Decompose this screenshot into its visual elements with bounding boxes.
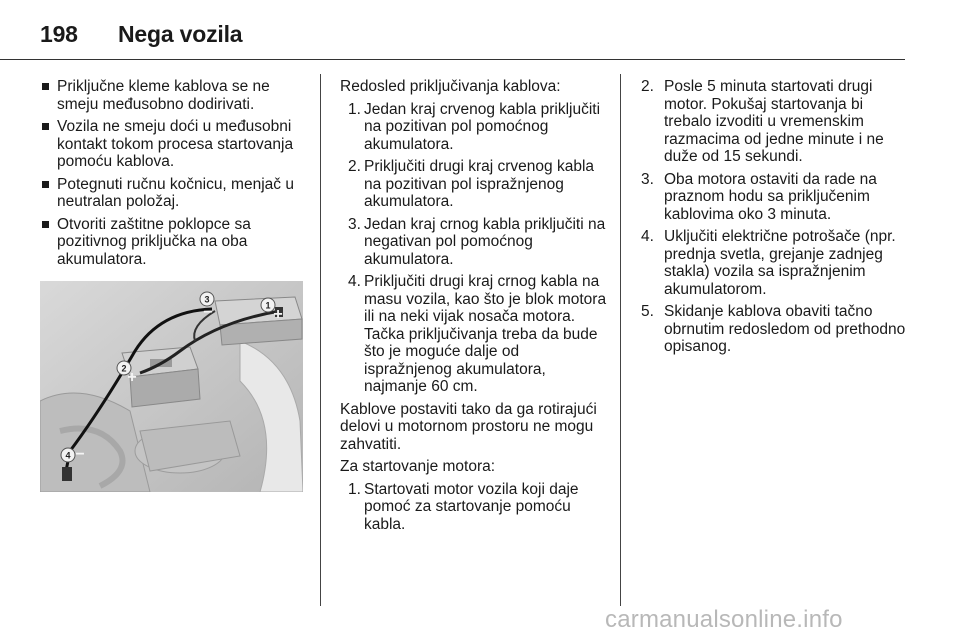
item-number: 1. [348, 480, 361, 498]
item-text: Uključiti električne potrošače (npr. prednja svetla, grejanje zadnjeg stakla) vozila sa ispražnjenim akumulatorom. [664, 228, 896, 298]
list-item [640, 171, 910, 224]
item-number: 4. [348, 273, 361, 290]
item-text: Posle 5 minuta startovati drugi motor. Pokušaj startovanja bi trebalo izvoditi u vremenskim razmacima od jedne minute i ne duže od 15 sekundi. [664, 78, 884, 165]
header-rule [0, 59, 905, 60]
item-text: Skidanje kablova obaviti tačno obrnutim redosledom od prethodno opisanog. [664, 303, 906, 355]
item-text: Jedan kraj crvenog kabla priključiti na pozitivan pol pomoćnog akumulatora. [364, 100, 601, 153]
list-item [340, 101, 608, 154]
item-text: Oba motora ostaviti da rade na praznom hodu sa priključenim kablovima oko 3 minuta. [664, 170, 877, 223]
column-divider-1 [320, 74, 321, 606]
item-number: 5. [641, 303, 654, 320]
column-1 [40, 78, 308, 273]
list-item [340, 481, 608, 534]
bullet-text: Potegnuti ručnu kočnicu, menjač u neutralan položaj. [57, 175, 294, 210]
bullet-square-icon [42, 221, 49, 228]
bullet-square-icon [42, 181, 49, 188]
page-header [40, 14, 242, 54]
plus-sign-2: + [127, 369, 137, 386]
column-3 [640, 78, 910, 361]
bullet-item [40, 176, 308, 211]
column-divider-2 [620, 74, 621, 606]
bullet-square-icon [42, 83, 49, 90]
list-item [340, 273, 608, 396]
callout-3: 3 [204, 294, 210, 305]
callout-2: 2 [121, 363, 127, 374]
bullet-item [40, 216, 308, 269]
list-item [640, 228, 910, 298]
item-text: Startovati motor vozila koji daje pomoć za startovanje pomoću kabla. [364, 480, 579, 533]
watermark: carmanualsonline.info [605, 606, 843, 633]
jump-start-illustration [40, 281, 303, 492]
item-text: Priključiti drugi kraj crnog kabla na masu vozila, kao što je blok motora ili na neki vijak nosača motora. Tačka priključivanja treba da bude što je moguće dalje od ispražnjenog akumulatora, najmanje 60 cm. [364, 273, 607, 395]
bullet-item [40, 78, 308, 113]
start-heading: Za startovanje motora: [340, 458, 496, 475]
item-number: 4. [641, 228, 654, 245]
bullet-text: Vozila ne smeju doći u međusobni kontakt tokom procesa startovanja pomoću kablova. [57, 118, 294, 170]
minus-sign-4: − [75, 446, 85, 463]
minus-sign-3: − [203, 304, 213, 321]
connection-order-intro: Redosled priključivanja kablova: [340, 78, 561, 95]
item-number: 2. [641, 78, 654, 95]
callout-1: 1 [265, 300, 271, 311]
list-item [640, 78, 910, 166]
cable-routing-note: Kablove postaviti tako da ga rotirajući delovi u motornom prostoru ne mogu zahvatiti. [340, 400, 597, 453]
bullet-text: Otvoriti zaštitne poklopce sa pozitivnog priključka na oba akumulatora. [57, 215, 251, 268]
item-number: 3. [348, 215, 361, 233]
item-number: 2. [348, 158, 361, 175]
bullet-square-icon [42, 123, 49, 130]
section-title: Nega vozila [118, 20, 243, 47]
page-number: 198 [40, 20, 78, 47]
bullet-text: Priključne kleme kablova se ne smeju međusobno dodirivati. [57, 78, 270, 113]
list-item [640, 303, 910, 356]
callout-4: 4 [65, 450, 71, 461]
item-text: Priključiti drugi kraj crvenog kabla na pozitivan pol ispražnjenog akumulatora. [364, 158, 595, 210]
column-2 [340, 78, 608, 538]
bullet-item [40, 118, 308, 171]
item-number: 3. [641, 170, 654, 188]
list-item [340, 158, 608, 211]
list-item [340, 216, 608, 269]
plus-sign-1: + [273, 306, 283, 323]
item-number: 1. [348, 100, 361, 118]
item-text: Jedan kraj crnog kabla priključiti na negativan pol pomoćnog akumulatora. [364, 215, 606, 268]
